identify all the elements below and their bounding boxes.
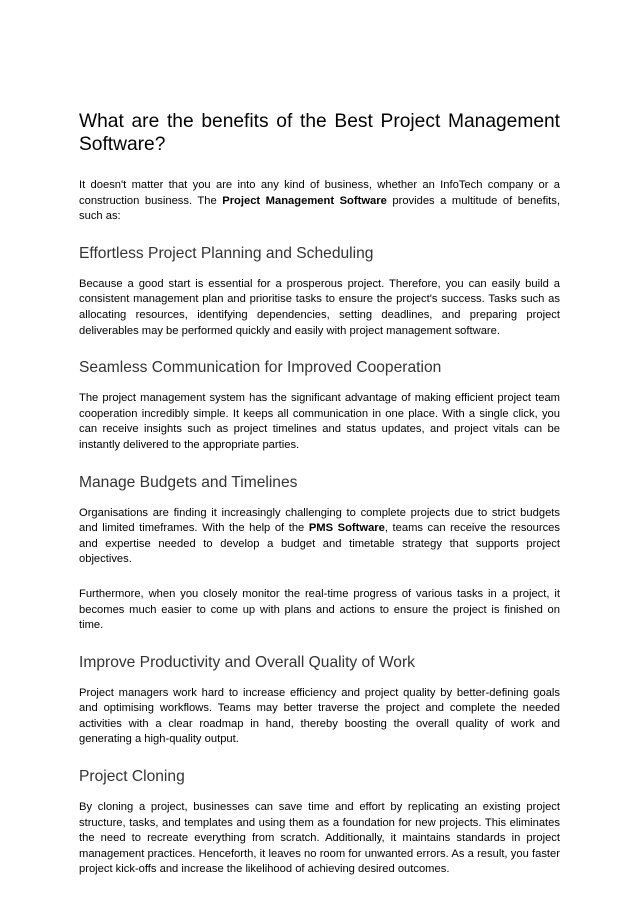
budgets-text-before: Organisations are finding it increasingly challenging to complete projects due to strict budgets and limited timeframes. With the help of the xyxy=(79,506,560,535)
section-paragraph-planning: Because a good start is essential for a prosperous project. Therefore, you can easily build a consistent management plan and prioritise tasks to ensure the project's success. Tasks such as allocating resources, identifying dependencies, setting deadlines, and preparing project deliverables may be performed quickly and easily with project management software. xyxy=(79,277,560,337)
document-page xyxy=(79,110,560,897)
intro-paragraph xyxy=(79,178,560,225)
section-paragraph-cloning: By cloning a project, businesses can save time and effort by replicating an existing project structure, tasks, and templates and using them as a foundation for new projects. This eliminates the need to recreate everything from scratch. Additionally, it maintains standards in project management practices. Henceforth, it leaves no room for unwanted errors. As a result, you faster project kick-offs and increase the likelihood of achieving desired outcomes. xyxy=(79,801,560,876)
intro-text-before: It doesn't matter that you are into any kind of business, whether an InfoTech company or a construction business. The xyxy=(79,179,560,207)
section-paragraph-communication: The project management system has the significant advantage of making efficient project team cooperation incredibly simple. It keeps all communication in one place. With a single click, you can receive insights such as project timelines and status updates, and project vitals can be instantly delivered to the appropriate parties. xyxy=(79,392,560,451)
budgets-text-after: , teams can receive the resources and expertise needed to develop a budget and timetable strategy that supports project objectives. xyxy=(79,522,560,566)
section-heading-productivity: Improve Productivity and Overall Quality of Work xyxy=(79,653,415,671)
intro-bold-term: Project Management Software xyxy=(222,194,387,207)
section-heading-budgets: Manage Budgets and Timelines xyxy=(79,473,298,491)
section-heading-cloning: Project Cloning xyxy=(79,768,185,786)
page-title: What are the benefits of the Best Project Management Software? xyxy=(79,111,560,155)
budgets-bold-term: PMS Software xyxy=(308,522,385,535)
section-heading-planning: Effortless Project Planning and Scheduling xyxy=(79,244,374,262)
section-heading-communication: Seamless Communication for Improved Cooperation xyxy=(79,359,442,377)
intro-text-after: provides a multitude of benefits, such as: xyxy=(79,194,560,223)
section-paragraph-productivity: Project managers work hard to increase efficiency and project quality by better-defining goals and optimising workflows. Teams may better traverse the project and complete the needed activities with a clear roadmap in hand, thereby boosting the overall quality of work and generating a high-quality output. xyxy=(79,686,560,746)
section-paragraph-budgets-1 xyxy=(79,506,560,568)
section-paragraph-budgets-2: Furthermore, when you closely monitor the real-time progress of various tasks in a project, it becomes much easier to come up with plans and actions to ensure the project is finished on time. xyxy=(79,587,560,632)
